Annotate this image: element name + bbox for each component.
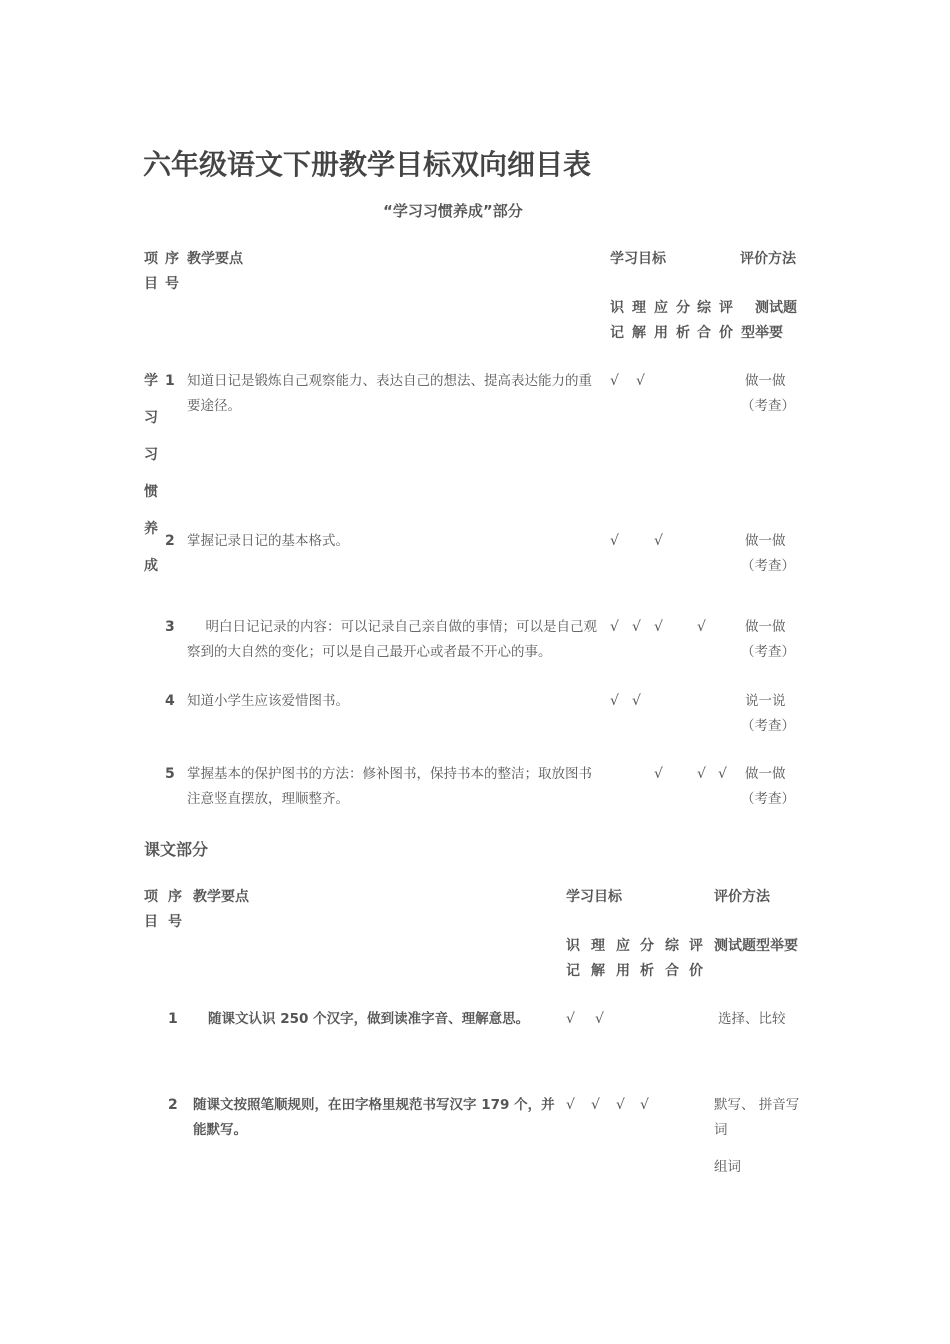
check-mark: √	[640, 1097, 649, 1113]
header-eval-sub: 测试题型举要	[714, 938, 798, 954]
check-mark: √	[697, 766, 706, 782]
header-c3b: 用	[616, 963, 630, 979]
check-mark: √	[654, 533, 663, 549]
header-c5a: 综	[665, 938, 679, 954]
header-c5a: 综	[697, 300, 711, 316]
header-xiang: 项	[144, 889, 158, 905]
header-c4a: 分	[640, 938, 654, 954]
row-eval-method-extra: 组词	[714, 1159, 741, 1175]
header-content: 教学要点	[193, 889, 249, 905]
row-eval-type: （考查）	[741, 398, 795, 414]
header-c6a: 评	[689, 938, 703, 954]
check-mark: √	[610, 619, 619, 635]
habit-section-subtitle: “学习习惯养成”部分	[383, 202, 523, 220]
header-c5b: 合	[697, 325, 711, 341]
header-xiang: 项	[144, 251, 158, 267]
header-c2b: 解	[632, 325, 646, 341]
header-c4b: 析	[676, 325, 690, 341]
row-eval-method: 默写、 拼音写	[714, 1097, 800, 1113]
check-mark: √	[636, 373, 645, 389]
header-mu: 目	[144, 914, 158, 930]
header-c2a: 理	[591, 938, 605, 954]
header-eval: 评价方法	[714, 889, 770, 905]
check-mark: √	[610, 533, 619, 549]
check-mark: √	[566, 1011, 575, 1027]
header-c2a: 理	[632, 300, 646, 316]
header-eval: 评价方法	[740, 251, 796, 267]
header-c6b: 价	[689, 963, 703, 979]
check-mark: √	[718, 766, 727, 782]
category-char: 养	[144, 521, 158, 537]
check-mark: √	[654, 766, 663, 782]
category-char: 成	[144, 558, 158, 574]
header-eval-sub-1: 测试题	[755, 300, 797, 316]
row-eval-method-cont: 词	[714, 1122, 728, 1138]
header-c1b: 记	[566, 963, 580, 979]
header-xu: 序	[168, 889, 182, 905]
row-eval-method: 做一做	[745, 533, 786, 549]
category-char: 学	[144, 373, 158, 389]
check-mark: √	[610, 693, 619, 709]
header-c4b: 析	[640, 963, 654, 979]
header-c3a: 应	[654, 300, 668, 316]
row-content-line-2: 察到的大自然的变化；可以是自己最开心或者最不开心的事。	[187, 644, 552, 660]
check-mark: √	[591, 1097, 600, 1113]
header-c4a: 分	[676, 300, 690, 316]
header-c1a: 识	[610, 300, 624, 316]
check-mark: √	[566, 1097, 575, 1113]
check-mark: √	[632, 619, 641, 635]
row-number: 4	[165, 693, 175, 709]
row-eval-method: 说一说	[745, 693, 786, 709]
header-goal: 学习目标	[610, 251, 666, 267]
check-mark: √	[610, 373, 619, 389]
header-hao: 号	[168, 914, 182, 930]
header-goal: 学习目标	[566, 889, 622, 905]
row-content-line-1: 随课文按照笔顺规则，在田字格里规范书写汉字 179 个，并	[193, 1097, 555, 1113]
check-mark: √	[632, 693, 641, 709]
header-c2b: 解	[591, 963, 605, 979]
header-mu: 目	[144, 276, 158, 292]
row-eval-method: 做一做	[745, 373, 786, 389]
category-char: 习	[144, 447, 158, 463]
check-mark: √	[595, 1011, 604, 1027]
row-eval-type: （考查）	[741, 718, 795, 734]
header-xu: 序	[165, 251, 179, 267]
header-c5b: 合	[665, 963, 679, 979]
header-c6b: 价	[719, 325, 733, 341]
row-number: 2	[168, 1097, 178, 1113]
row-content-line-2: 要途径。	[187, 398, 241, 414]
row-number: 1	[168, 1011, 178, 1027]
text-section-heading: 课文部分	[144, 840, 209, 859]
check-mark: √	[654, 619, 663, 635]
header-c3a: 应	[616, 938, 630, 954]
row-eval-method: 选择、比较	[718, 1011, 786, 1027]
row-content-line-2: 注意竖直摆放，理顺整齐。	[187, 791, 349, 807]
header-c1b: 记	[610, 325, 624, 341]
row-number: 1	[165, 373, 175, 389]
row-eval-type: （考查）	[741, 644, 795, 660]
header-hao: 号	[165, 276, 179, 292]
row-number: 3	[165, 619, 175, 635]
row-number: 5	[165, 766, 175, 782]
row-eval-type: （考查）	[741, 791, 795, 807]
header-eval-sub-2: 型举要	[741, 325, 783, 341]
row-content-line-1: 知道小学生应该爱惜图书。	[187, 693, 349, 709]
row-number: 2	[165, 533, 175, 549]
row-content-line-1: 掌握记录日记的基本格式。	[187, 533, 349, 549]
row-content-line-2: 能默写。	[193, 1122, 247, 1138]
check-mark: √	[697, 619, 706, 635]
row-eval-method: 做一做	[745, 766, 786, 782]
page-title: 六年级语文下册教学目标双向细目表	[143, 148, 592, 181]
header-c6a: 评	[719, 300, 733, 316]
header-c1a: 识	[566, 938, 580, 954]
row-eval-type: （考查）	[741, 558, 795, 574]
row-content-line-1: 掌握基本的保护图书的方法：修补图书，保持书本的整洁；取放图书	[187, 766, 592, 782]
header-content: 教学要点	[187, 251, 243, 267]
category-char: 习	[144, 410, 158, 426]
row-content-line-1: 知道日记是锻炼自己观察能力、表达自己的想法、提高表达能力的重	[187, 373, 592, 389]
row-eval-method: 做一做	[745, 619, 786, 635]
category-char: 惯	[144, 484, 158, 500]
row-content-line-1: 明白日记记录的内容：可以记录自己亲自做的事情；可以是自己观	[192, 619, 597, 635]
check-mark: √	[616, 1097, 625, 1113]
row-content-line-1: 随课文认识 250 个汉字，做到读准字音、理解意思。	[208, 1011, 530, 1027]
header-c3b: 用	[654, 325, 668, 341]
